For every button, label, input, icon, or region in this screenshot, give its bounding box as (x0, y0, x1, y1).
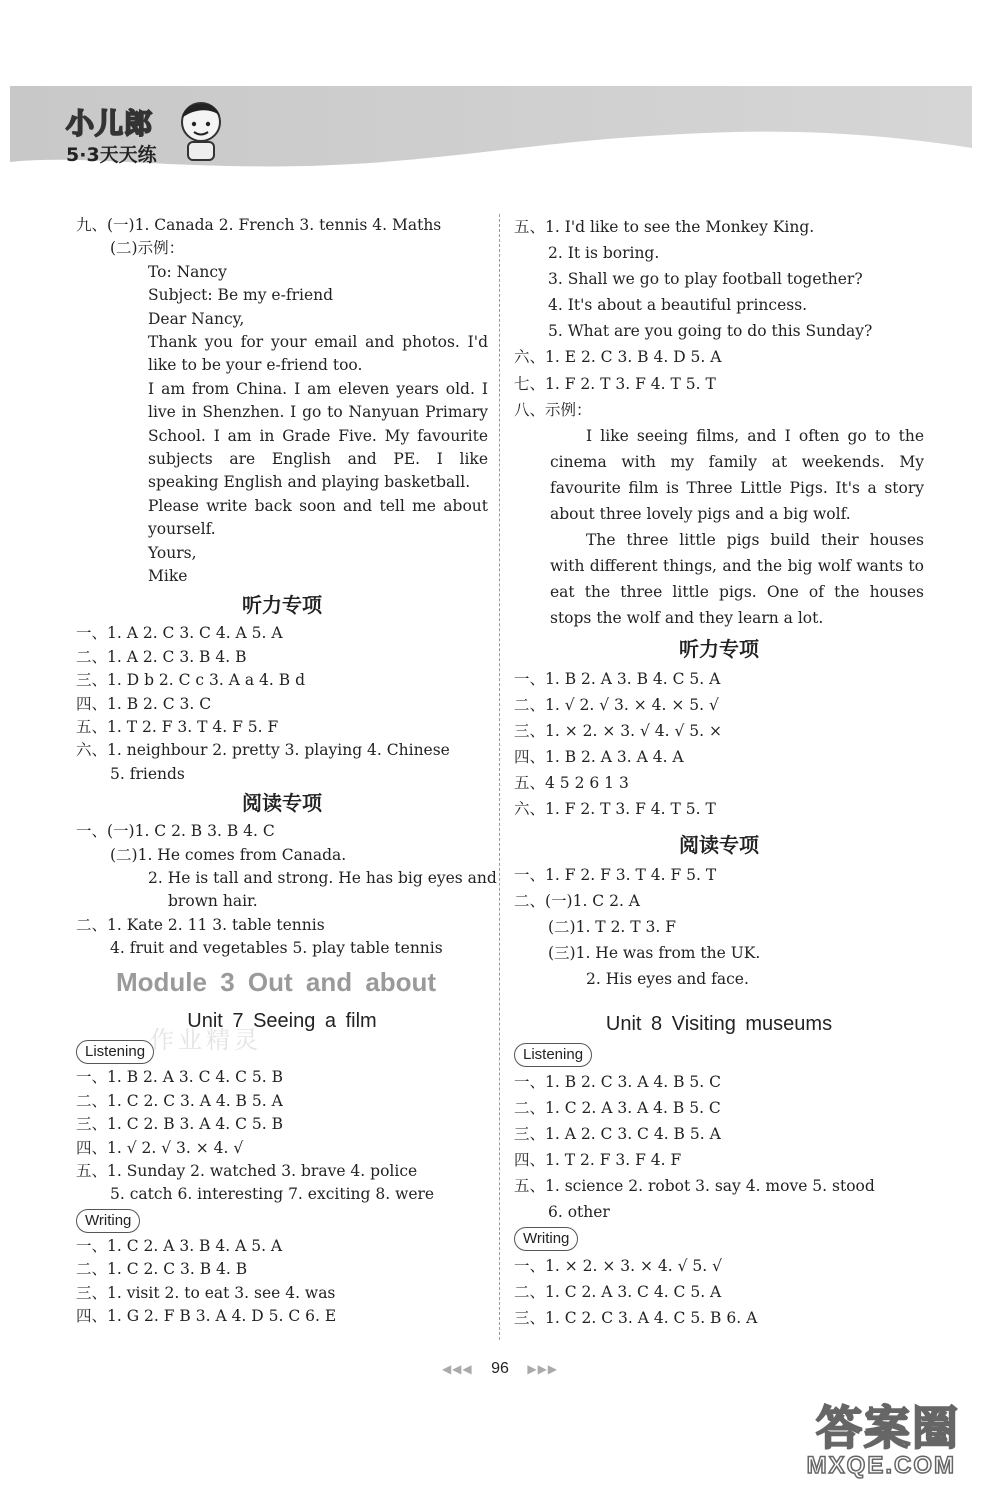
answer-line: 一、1. B 2. A 3. B 4. C 5. A (514, 669, 721, 688)
listening-section-title: 听力专项 (242, 593, 322, 618)
answer-line: 二、1. C 2. C 3. A 4. B 5. A (76, 1091, 283, 1110)
answer-line: brown hair. (168, 892, 258, 911)
answer-line: 一、(一)1. C 2. B 3. B 4. C (76, 822, 275, 841)
email-paragraph-3: Please write back soon and tell me about yourself. (148, 496, 488, 539)
answer-line: 三、1. visit 2. to eat 3. see 4. was (76, 1283, 336, 1302)
answer-line: 2. He is tall and strong. He has big eyes and (148, 868, 497, 887)
answer-line: 5. What are you going to do this Sunday? (548, 322, 873, 341)
email-closing: Yours, (148, 543, 197, 562)
answer-line: 六、1. E 2. C 3. B 4. D 5. A (514, 348, 722, 367)
answer-line: 二、1. C 2. A 3. C 4. C 5. A (514, 1283, 722, 1302)
answer-line: 一、1. × 2. × 3. × 4. √ 5. √ (514, 1257, 723, 1276)
module-title: Module 3 Out and about (116, 967, 437, 998)
listening-tag: Listening (76, 1040, 154, 1064)
answer-line: 四、1. B 2. A 3. A 4. A (514, 747, 684, 766)
answer-line: 三、1. C 2. C 3. A 4. C 5. B 6. A (514, 1309, 758, 1328)
writing-tag: Writing (514, 1227, 578, 1251)
right-column (514, 214, 924, 1331)
answer-line: 4. It's about a beautiful princess. (548, 296, 808, 315)
answer-line: 5. catch 6. interesting 7. exciting 8. were (110, 1185, 435, 1204)
answer-line: 四、1. √ 2. √ 3. × 4. √ (76, 1138, 244, 1157)
page-footer (0, 1360, 1000, 1378)
answer-line: (二)1. T 2. T 3. F (548, 918, 677, 937)
answer-line: 一、1. A 2. C 3. C 4. A 5. A (76, 624, 283, 643)
listening-section-title: 听力专项 (679, 636, 759, 661)
answer-line: (二)1. He comes from Canada. (110, 845, 347, 864)
answer-line: 3. Shall we go to play football together? (548, 270, 863, 289)
answer-line: 三、1. A 2. C 3. C 4. B 5. A (514, 1124, 721, 1143)
answer-line: 二、1. A 2. C 3. B 4. B (76, 647, 247, 666)
answer-line: 五、4 5 2 6 1 3 (514, 773, 629, 792)
email-signature: Mike (148, 567, 188, 585)
answer-line: 五、1. science 2. robot 3. say 4. move 5. stood (514, 1176, 875, 1195)
answer-line: 三、1. D b 2. C c 3. A a 4. B d (76, 671, 305, 690)
answer-line: 一、1. F 2. F 3. T 4. F 5. T (514, 866, 717, 885)
answer-line: 二、1. Kate 2. 11 3. table tennis (76, 915, 325, 934)
left-column (76, 214, 497, 1328)
left-arrows-icon: ◀◀◀ (441, 1362, 473, 1376)
writing-tag: Writing (76, 1209, 140, 1233)
page-number: 96 (491, 1360, 509, 1377)
answer-line: 二、1. C 2. A 3. A 4. B 5. C (514, 1098, 721, 1117)
answer-line: 五、1. Sunday 2. watched 3. brave 4. police (76, 1162, 418, 1181)
email-paragraph-2: I am from China. I am eleven years old. I live in Shenzhen. I go to Nanyuan Primary School. I am in Grade Five. My favourite subjects are English and PE. I like speaking English and playing basketball. (148, 379, 488, 492)
answer-line: 六、1. F 2. T 3. F 4. T 5. T (514, 799, 716, 818)
brand-subtitle: 5·3天天练 (66, 144, 157, 166)
right-arrows-icon: ▶▶▶ (527, 1362, 559, 1376)
answer-line: 6. other (548, 1203, 610, 1221)
answer-line: 四、1. T 2. F 3. F 4. F (514, 1150, 682, 1169)
s9-line-1: 九、(一)1. Canada 2. French 3. tennis 4. Maths (76, 216, 442, 234)
sample-paragraph-2: The three little pigs build their houses with different things, and the big wolf wants to eat the three little pigs. One of the houses stops the wolf and they learn a lot. (550, 531, 924, 628)
watermark-logo: 答案圈 (816, 1401, 960, 1455)
answer-line: 二、1. C 2. C 3. B 4. B (76, 1260, 248, 1279)
answer-line: 三、1. × 2. × 3. √ 4. √ 5. × (514, 721, 723, 740)
corner-watermark (720, 1390, 970, 1485)
sample-paragraph-1: I like seeing films, and I often go to the cinema with my family at weekends. My favourite film is Three Little Pigs. It's a story about three lovely pigs and a big wolf. (550, 426, 924, 524)
answer-line: 2. It is boring. (548, 244, 660, 263)
answer-line: 一、1. B 2. A 3. C 4. C 5. B (76, 1068, 283, 1087)
answer-line: 5. friends (110, 764, 185, 783)
faint-watermark: 作业精灵 (150, 1026, 262, 1054)
column-divider (499, 214, 500, 1340)
email-to: To: Nancy (148, 262, 227, 281)
answer-line: 2. His eyes and face. (586, 970, 749, 989)
brand-name: 小儿郎 (66, 107, 154, 140)
s9-line-2: (二)示例： (110, 239, 185, 258)
watermark-url: MXQE.COM (806, 1452, 956, 1479)
unit-8-title: Unit 8 Visiting museums (605, 1012, 833, 1035)
answer-line: 二、(一)1. C 2. A (514, 892, 641, 911)
answer-line: (三)1. He was from the UK. (548, 944, 761, 963)
answer-line: 一、1. C 2. A 3. B 4. A 5. A (76, 1236, 283, 1255)
answer-line: 七、1. F 2. T 3. F 4. T 5. T (514, 374, 716, 393)
answer-line: 五、1. T 2. F 3. T 4. F 5. F (76, 717, 279, 736)
listening-tag: Listening (514, 1043, 592, 1067)
reading-section-title: 阅读专项 (242, 791, 322, 816)
brand-logo (62, 100, 232, 170)
mascot-icon (174, 96, 228, 164)
answer-line: 五、1. I'd like to see the Monkey King. (514, 218, 815, 236)
reading-section-title: 阅读专项 (679, 833, 759, 858)
email-subject: Subject: Be my e-friend (148, 286, 334, 305)
answer-line: 4. fruit and vegetables 5. play table tennis (110, 939, 443, 958)
email-greeting: Dear Nancy, (148, 309, 245, 328)
answer-line: 四、1. G 2. F B 3. A 4. D 5. C 6. E (76, 1306, 337, 1325)
answer-line: 三、1. C 2. B 3. A 4. C 5. B (76, 1115, 283, 1134)
answer-line: 一、1. B 2. C 3. A 4. B 5. C (514, 1072, 721, 1091)
email-paragraph-1: Thank you for your email and photos. I'd like to be your e-friend too. (148, 332, 488, 375)
answer-line: 六、1. neighbour 2. pretty 3. playing 4. Chinese (76, 741, 450, 760)
unit-7-title: Unit 7 Seeing a film (187, 1010, 377, 1033)
answer-line: 四、1. B 2. C 3. C (76, 694, 212, 713)
answer-line: 八、示例： (514, 400, 592, 419)
answer-line: 二、1. √ 2. √ 3. × 4. × 5. √ (514, 695, 719, 714)
